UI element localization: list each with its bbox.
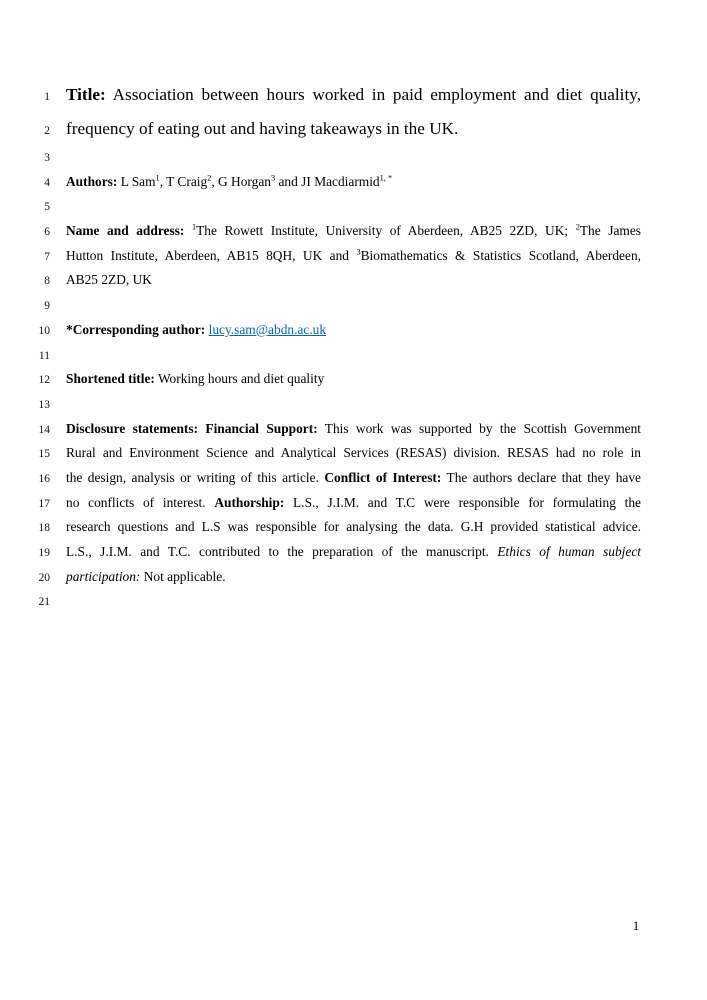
document-line: [20, 589, 645, 614]
line-number: 5: [44, 201, 50, 214]
line-text: [66, 78, 641, 112]
text-segment: [184, 223, 192, 238]
text-segment: no conflicts of interest.: [66, 494, 215, 510]
line-number: 11: [38, 349, 50, 362]
document-line: [20, 112, 645, 146]
line-number: 21: [38, 596, 50, 609]
line-text: [66, 565, 641, 590]
text-segment: The James: [579, 223, 641, 239]
line-number: 10: [38, 324, 50, 337]
document-line: [20, 219, 645, 244]
affiliation-superscript: 2: [207, 173, 212, 183]
text-segment: Association between hours worked in paid employment and diet quality,: [105, 85, 641, 104]
email-link[interactable]: lucy.sam@abdn.ac.uk: [208, 321, 327, 337]
affiliation-superscript: 1: [155, 173, 160, 183]
text-segment: Conflict of Interest:: [324, 469, 442, 485]
line-number: 7: [44, 250, 50, 263]
line-text: [66, 417, 641, 442]
document-line: [20, 515, 645, 540]
line-number: 15: [38, 448, 50, 461]
text-segment: research questions and L.S was responsible for analysing the data. G.H provided statistical advice.: [66, 519, 641, 535]
affiliation-superscript: 2: [575, 222, 580, 232]
line-text: [66, 219, 641, 244]
text-segment: AB25 2ZD, UK: [66, 272, 152, 288]
line-number: 20: [38, 571, 50, 584]
document-line: [20, 194, 645, 219]
document-line: [20, 491, 645, 516]
affiliation-superscript: 3: [270, 173, 276, 183]
document-line: [20, 540, 645, 565]
text-segment: Authorship:: [214, 494, 285, 510]
document-line: [20, 78, 645, 112]
text-segment: Biomathematics & Statistics Scotland, Aberdeen,: [360, 247, 641, 263]
line-text: [66, 268, 641, 293]
line-number: 8: [44, 275, 50, 288]
document-line: [20, 145, 645, 170]
document-line: [20, 170, 645, 195]
line-number: 16: [38, 472, 50, 485]
line-text: [66, 244, 641, 269]
line-number: 6: [44, 226, 50, 239]
line-text: [66, 441, 641, 466]
text-segment: This work was supported by the Scottish Government: [317, 420, 641, 436]
text-segment: *Corresponding author:: [66, 321, 206, 337]
line-number: 2: [44, 124, 50, 137]
line-number: 13: [38, 398, 50, 411]
text-segment: Authors:: [66, 173, 118, 189]
text-segment: Title:: [66, 85, 106, 104]
text-segment: L.S., J.I.M. and T.C were responsible for formulating the: [284, 494, 641, 510]
document-body: [20, 78, 645, 614]
line-number: 9: [44, 300, 50, 313]
text-segment: Name and address:: [66, 223, 185, 239]
line-number: 4: [44, 176, 50, 189]
text-segment: Ethics of human subject: [497, 544, 642, 559]
document-line: [20, 417, 645, 442]
text-segment: Hutton Institute, Aberdeen, AB15 8QH, UK and: [66, 247, 357, 263]
text-segment: the design, analysis or writing of this article.: [66, 469, 325, 485]
line-number: 18: [38, 522, 50, 535]
text-segment: The Rowett Institute, University of Aberdeen, AB25 2ZD, UK;: [196, 223, 576, 239]
text-segment: Disclosure statements: Financial Support:: [66, 420, 318, 436]
line-text: [66, 515, 641, 540]
line-number: 12: [38, 374, 50, 387]
text-segment: participation:: [66, 568, 141, 584]
text-segment: and JI Macdiarmid: [275, 173, 380, 189]
document-line: [20, 565, 645, 590]
document-line: [20, 244, 645, 269]
line-number: 14: [38, 423, 50, 436]
line-number: 3: [44, 152, 50, 164]
line-number: 1: [44, 91, 50, 103]
document-line: [20, 367, 645, 392]
text-segment: Rural and Environment Science and Analytical Services (RESAS) division. RESAS had no role in: [66, 445, 641, 461]
text-segment: , G Horgan: [211, 173, 271, 189]
affiliation-superscript: 1: [191, 222, 197, 232]
document-line: [20, 318, 645, 343]
text-segment: The authors declare that they have: [441, 469, 641, 485]
document-line: [20, 392, 645, 417]
text-segment: , T Craig: [159, 173, 208, 189]
text-segment: Shortened title:: [66, 371, 155, 387]
page-number: 1: [632, 918, 640, 933]
text-segment: Not applicable.: [140, 568, 226, 584]
line-number: 19: [38, 547, 50, 559]
text-segment: L.S., J.I.M. and T.C. contributed to the preparation of the manuscript.: [66, 544, 498, 559]
affiliation-superscript: 1, *: [379, 173, 393, 183]
document-line: [20, 268, 645, 293]
document-line: [20, 343, 645, 368]
line-text: [66, 540, 641, 565]
line-text: [66, 466, 641, 491]
text-segment: L Sam: [117, 173, 156, 189]
line-text: [66, 318, 641, 343]
line-number: 17: [38, 497, 50, 510]
affiliation-superscript: 3: [356, 247, 361, 257]
document-line: [20, 441, 645, 466]
line-text: [66, 367, 641, 392]
document-line: [20, 466, 645, 491]
line-text: [66, 491, 641, 516]
document-line: [20, 293, 645, 318]
text-segment: frequency of eating out and having takeaways in the UK.: [66, 118, 459, 138]
line-text: [66, 112, 641, 146]
line-text: [66, 170, 641, 195]
text-segment: Working hours and diet quality: [154, 371, 325, 387]
